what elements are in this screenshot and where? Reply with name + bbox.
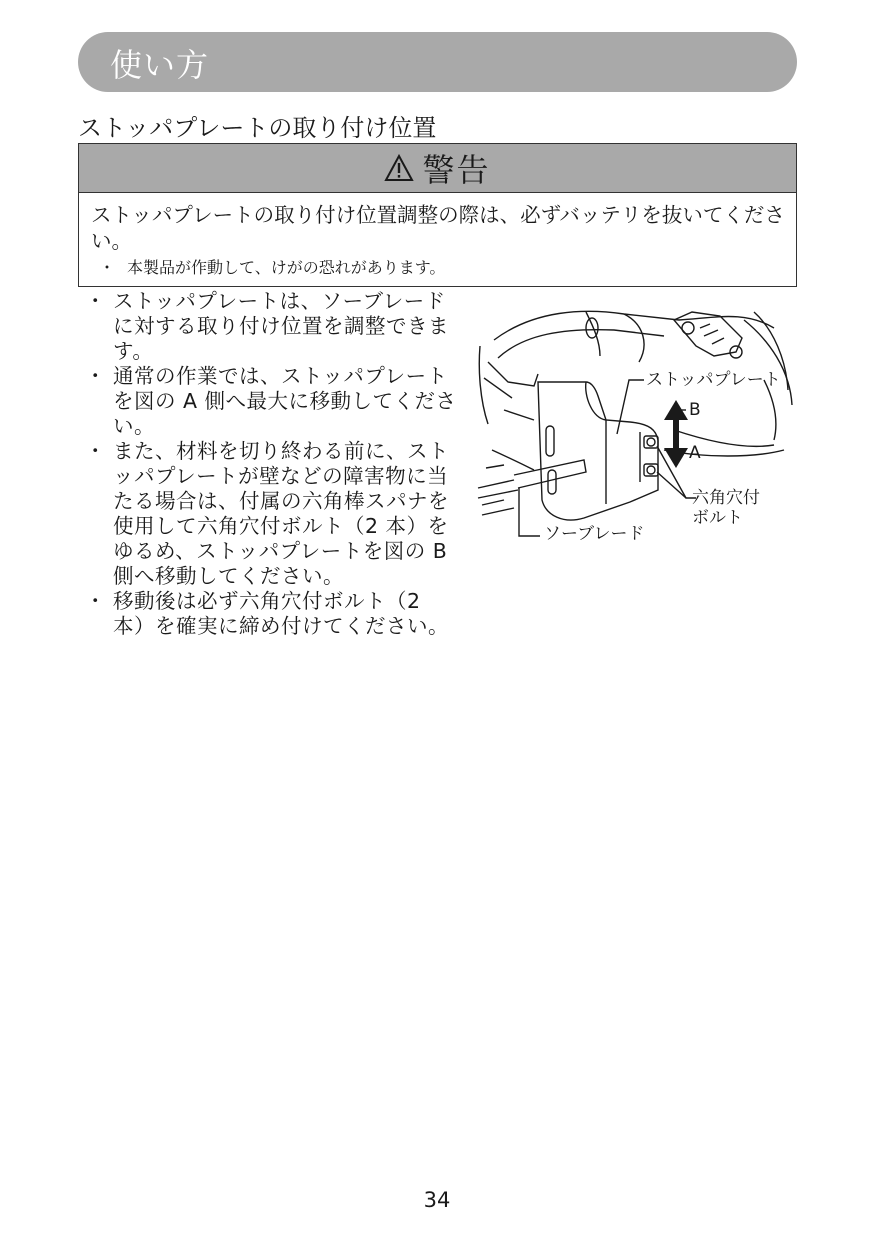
page-number: 34 xyxy=(423,1188,451,1212)
bullet: ・ xyxy=(85,289,106,313)
instruction-text: また、材料を切り終わる前に、ストッパプレートが壁などの障害物に当たる場合は、付属の六角棒スパナを使用して六角穴付ボルト（2 本）をゆるめ、ストッパプレートを図の B 側へ移動してください。 xyxy=(113,439,449,588)
stopper-plate-diagram xyxy=(474,300,794,550)
warning-main-text: ストッパプレートの取り付け位置調整の際は、必ずバッテリを抜いてください。 xyxy=(91,203,785,253)
warning-triangle-icon xyxy=(384,154,414,182)
label-b: B xyxy=(689,400,701,420)
list-item xyxy=(85,289,457,364)
warning-sub-label: 本製品が作動して、けがの恐れがあります。 xyxy=(127,258,446,277)
label-bolt-line1: 六角穴付 xyxy=(692,488,760,508)
instruction-list xyxy=(85,289,457,639)
warning-box xyxy=(78,143,797,287)
list-item xyxy=(85,589,457,639)
bullet: ・ xyxy=(85,589,106,613)
label-a: A xyxy=(689,443,701,463)
instruction-text: ストッパプレートは、ソーブレードに対する取り付け位置を調整できます。 xyxy=(113,289,449,363)
list-item xyxy=(85,439,457,589)
section-title: ストッパプレートの取り付け位置 xyxy=(78,114,437,142)
instruction-text: 通常の作業では、ストッパプレートを図の A 側へ最大に移動してください。 xyxy=(113,364,457,438)
bullet: ・ xyxy=(85,364,106,388)
instruction-text: 移動後は必ず六角穴付ボルト（2 本）を確実に締め付けてください。 xyxy=(113,589,449,638)
warning-title: 警告 xyxy=(422,151,491,189)
page-title: 使い方 xyxy=(110,46,210,84)
diagram-drawing xyxy=(474,300,794,550)
label-saw-blade: ソーブレード xyxy=(544,524,645,544)
label-stopper-plate: ストッパプレート xyxy=(646,370,781,390)
label-bolt-line2: ボルト xyxy=(692,508,743,528)
bullet: ・ xyxy=(85,439,106,463)
bullet: ・ xyxy=(99,258,116,277)
warning-header xyxy=(79,144,796,193)
header-bar xyxy=(78,32,797,92)
warning-sub-text xyxy=(99,255,445,278)
list-item xyxy=(85,364,457,439)
